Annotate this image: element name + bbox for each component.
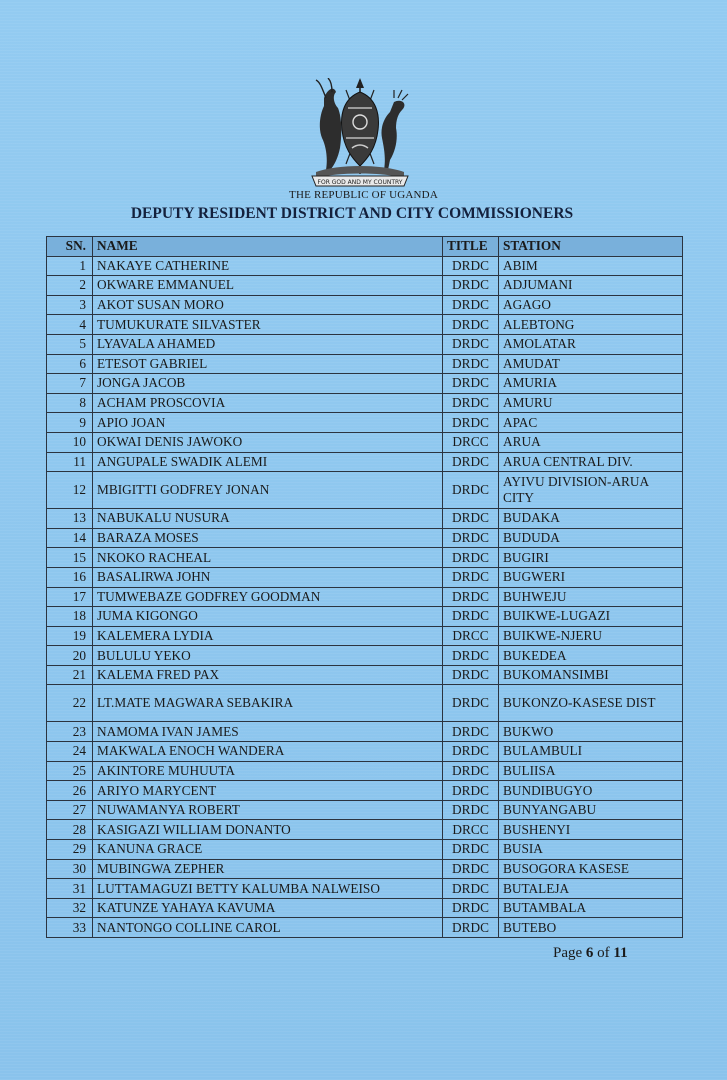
row-station: ARUA CENTRAL DIV.	[499, 452, 683, 472]
row-sn: 10	[47, 432, 93, 452]
row-name: ACHAM PROSCOVIA	[93, 393, 443, 413]
row-title: DRDC	[443, 685, 499, 722]
row-station: BULIISA	[499, 761, 683, 781]
column-header-name: NAME	[93, 237, 443, 257]
row-station: BUDAKA	[499, 509, 683, 529]
row-name: LT.MATE MAGWARA SEBAKIRA	[93, 685, 443, 722]
row-name: LYAVALA AHAMED	[93, 334, 443, 354]
row-name: MBIGITTI GODFREY JONAN	[93, 472, 443, 509]
row-title: DRDC	[443, 413, 499, 433]
row-sn: 33	[47, 918, 93, 938]
row-name: MUBINGWA ZEPHER	[93, 859, 443, 879]
row-sn: 29	[47, 840, 93, 860]
table-row	[47, 432, 683, 452]
row-name: NAMOMA IVAN JAMES	[93, 722, 443, 742]
row-name: ANGUPALE SWADIK ALEMI	[93, 452, 443, 472]
row-name: TUMWEBAZE GODFREY GOODMAN	[93, 587, 443, 607]
row-station: AMUDAT	[499, 354, 683, 374]
row-title: DRDC	[443, 607, 499, 627]
row-sn: 17	[47, 587, 93, 607]
row-name: NANTONGO COLLINE CAROL	[93, 918, 443, 938]
row-station: BUKOMANSIMBI	[499, 665, 683, 685]
row-station: ALEBTONG	[499, 315, 683, 335]
row-sn: 3	[47, 295, 93, 315]
table-row	[47, 722, 683, 742]
row-name: AKOT SUSAN MORO	[93, 295, 443, 315]
row-sn: 15	[47, 548, 93, 568]
table-row	[47, 315, 683, 335]
row-title: DRDC	[443, 295, 499, 315]
row-title: DRDC	[443, 315, 499, 335]
country-name: THE REPUBLIC OF UGANDA	[289, 189, 438, 201]
row-name: NABUKALU NUSURA	[93, 509, 443, 529]
row-title: DRDC	[443, 567, 499, 587]
row-title: DRDC	[443, 918, 499, 938]
row-sn: 19	[47, 626, 93, 646]
row-title: DRCC	[443, 820, 499, 840]
row-sn: 26	[47, 781, 93, 801]
row-name: KATUNZE YAHAYA KAVUMA	[93, 898, 443, 918]
row-station: BUGWERI	[499, 567, 683, 587]
row-name: NKOKO RACHEAL	[93, 548, 443, 568]
row-station: BUNYANGABU	[499, 800, 683, 820]
row-sn: 21	[47, 665, 93, 685]
svg-text:FOR GOD AND MY COUNTRY: FOR GOD AND MY COUNTRY	[317, 179, 403, 186]
row-title: DRDC	[443, 722, 499, 742]
table-row	[47, 413, 683, 433]
table-row	[47, 548, 683, 568]
row-title: DRDC	[443, 472, 499, 509]
page-of: of	[597, 945, 610, 961]
row-station: ABIM	[499, 256, 683, 276]
row-station: AYIVU DIVISION-ARUA CITY	[499, 472, 683, 509]
row-title: DRDC	[443, 879, 499, 899]
row-station: BUIKWE-LUGAZI	[499, 607, 683, 627]
row-title: DRDC	[443, 276, 499, 296]
table-row	[47, 820, 683, 840]
row-name: AKINTORE MUHUUTA	[93, 761, 443, 781]
row-station: ADJUMANI	[499, 276, 683, 296]
row-name: KALEMERA LYDIA	[93, 626, 443, 646]
row-sn: 11	[47, 452, 93, 472]
row-title: DRDC	[443, 354, 499, 374]
row-sn: 7	[47, 374, 93, 394]
table-row	[47, 256, 683, 276]
row-title: DRDC	[443, 840, 499, 860]
row-title: DRDC	[443, 898, 499, 918]
row-sn: 13	[47, 509, 93, 529]
row-name: BASALIRWA JOHN	[93, 567, 443, 587]
row-station: BUNDIBUGYO	[499, 781, 683, 801]
row-title: DRDC	[443, 374, 499, 394]
row-sn: 16	[47, 567, 93, 587]
page-prefix: Page	[553, 945, 583, 961]
table-row	[47, 742, 683, 762]
table-row	[47, 567, 683, 587]
table-row	[47, 472, 683, 509]
row-title: DRDC	[443, 800, 499, 820]
table-row	[47, 840, 683, 860]
row-station: BUKWO	[499, 722, 683, 742]
table-row	[47, 607, 683, 627]
column-header-station: STATION	[499, 237, 683, 257]
row-title: DRDC	[443, 452, 499, 472]
table-row	[47, 295, 683, 315]
row-sn: 14	[47, 528, 93, 548]
row-station: AMURU	[499, 393, 683, 413]
row-title: DRDC	[443, 528, 499, 548]
table-header-row	[47, 237, 683, 257]
row-name: OKWAI DENIS JAWOKO	[93, 432, 443, 452]
commissioners-table	[46, 236, 683, 938]
table-row	[47, 665, 683, 685]
table-row	[47, 879, 683, 899]
table-body	[47, 256, 683, 937]
row-sn: 24	[47, 742, 93, 762]
row-title: DRDC	[443, 781, 499, 801]
row-station: BUIKWE-NJERU	[499, 626, 683, 646]
row-name: TUMUKURATE SILVASTER	[93, 315, 443, 335]
row-station: AMURIA	[499, 374, 683, 394]
row-station: BUSHENYI	[499, 820, 683, 840]
row-name: KANUNA GRACE	[93, 840, 443, 860]
row-sn: 12	[47, 472, 93, 509]
row-sn: 28	[47, 820, 93, 840]
column-header-title: TITLE	[443, 237, 499, 257]
row-sn: 27	[47, 800, 93, 820]
table-row	[47, 354, 683, 374]
table-row	[47, 781, 683, 801]
row-station: ARUA	[499, 432, 683, 452]
table-row	[47, 646, 683, 666]
table-row	[47, 509, 683, 529]
row-title: DRDC	[443, 646, 499, 666]
row-name: NUWAMANYA ROBERT	[93, 800, 443, 820]
row-sn: 4	[47, 315, 93, 335]
row-sn: 5	[47, 334, 93, 354]
table-row	[47, 393, 683, 413]
row-name: OKWARE EMMANUEL	[93, 276, 443, 296]
table-row	[47, 587, 683, 607]
row-sn: 32	[47, 898, 93, 918]
row-station: BUKONZO-KASESE DIST	[499, 685, 683, 722]
row-title: DRCC	[443, 432, 499, 452]
row-name: MAKWALA ENOCH WANDERA	[93, 742, 443, 762]
row-name: NAKAYE CATHERINE	[93, 256, 443, 276]
row-title: DRDC	[443, 587, 499, 607]
row-station: BUTAMBALA	[499, 898, 683, 918]
uganda-coat-of-arms-icon	[298, 78, 422, 188]
row-sn: 23	[47, 722, 93, 742]
table-row	[47, 374, 683, 394]
row-title: DRDC	[443, 509, 499, 529]
row-station: AMOLATAR	[499, 334, 683, 354]
row-name: KASIGAZI WILLIAM DONANTO	[93, 820, 443, 840]
row-title: DRDC	[443, 548, 499, 568]
row-title: DRDC	[443, 665, 499, 685]
row-station: BUTEBO	[499, 918, 683, 938]
row-station: BUTALEJA	[499, 879, 683, 899]
row-sn: 25	[47, 761, 93, 781]
table-row	[47, 334, 683, 354]
table-row	[47, 918, 683, 938]
row-name: KALEMA FRED PAX	[93, 665, 443, 685]
page-total: 11	[613, 945, 628, 961]
row-name: JONGA JACOB	[93, 374, 443, 394]
row-title: DRDC	[443, 742, 499, 762]
row-sn: 18	[47, 607, 93, 627]
row-sn: 6	[47, 354, 93, 374]
row-name: ETESOT GABRIEL	[93, 354, 443, 374]
row-name: BULULU YEKO	[93, 646, 443, 666]
row-station: AGAGO	[499, 295, 683, 315]
row-name: ARIYO MARYCENT	[93, 781, 443, 801]
page-title: DEPUTY RESIDENT DISTRICT AND CITY COMMISSIONERS	[130, 205, 574, 222]
row-title: DRDC	[443, 256, 499, 276]
row-station: BUGIRI	[499, 548, 683, 568]
row-name: LUTTAMAGUZI BETTY KALUMBA NALWEISO	[93, 879, 443, 899]
row-station: BULAMBULI	[499, 742, 683, 762]
row-sn: 8	[47, 393, 93, 413]
row-sn: 1	[47, 256, 93, 276]
row-title: DRDC	[443, 859, 499, 879]
row-title: DRDC	[443, 393, 499, 413]
row-name: APIO JOAN	[93, 413, 443, 433]
page-current: 6	[585, 945, 594, 961]
row-sn: 22	[47, 685, 93, 722]
table-row	[47, 898, 683, 918]
row-title: DRDC	[443, 334, 499, 354]
table-row	[47, 528, 683, 548]
row-title: DRDC	[443, 761, 499, 781]
table-row	[47, 626, 683, 646]
row-name: BARAZA MOSES	[93, 528, 443, 548]
table-row	[47, 761, 683, 781]
table-row	[47, 452, 683, 472]
row-station: BUDUDA	[499, 528, 683, 548]
table-row	[47, 800, 683, 820]
row-station: BUHWEJU	[499, 587, 683, 607]
row-sn: 30	[47, 859, 93, 879]
row-sn: 9	[47, 413, 93, 433]
row-sn: 31	[47, 879, 93, 899]
column-header-sn: SN.	[47, 237, 93, 257]
row-station: BUSIA	[499, 840, 683, 860]
table-row	[47, 276, 683, 296]
row-station: BUKEDEA	[499, 646, 683, 666]
page-number	[553, 945, 628, 962]
row-station: BUSOGORA KASESE	[499, 859, 683, 879]
table-row	[47, 859, 683, 879]
table-row	[47, 685, 683, 722]
row-sn: 2	[47, 276, 93, 296]
row-title: DRCC	[443, 626, 499, 646]
row-station: APAC	[499, 413, 683, 433]
row-sn: 20	[47, 646, 93, 666]
row-name: JUMA KIGONGO	[93, 607, 443, 627]
